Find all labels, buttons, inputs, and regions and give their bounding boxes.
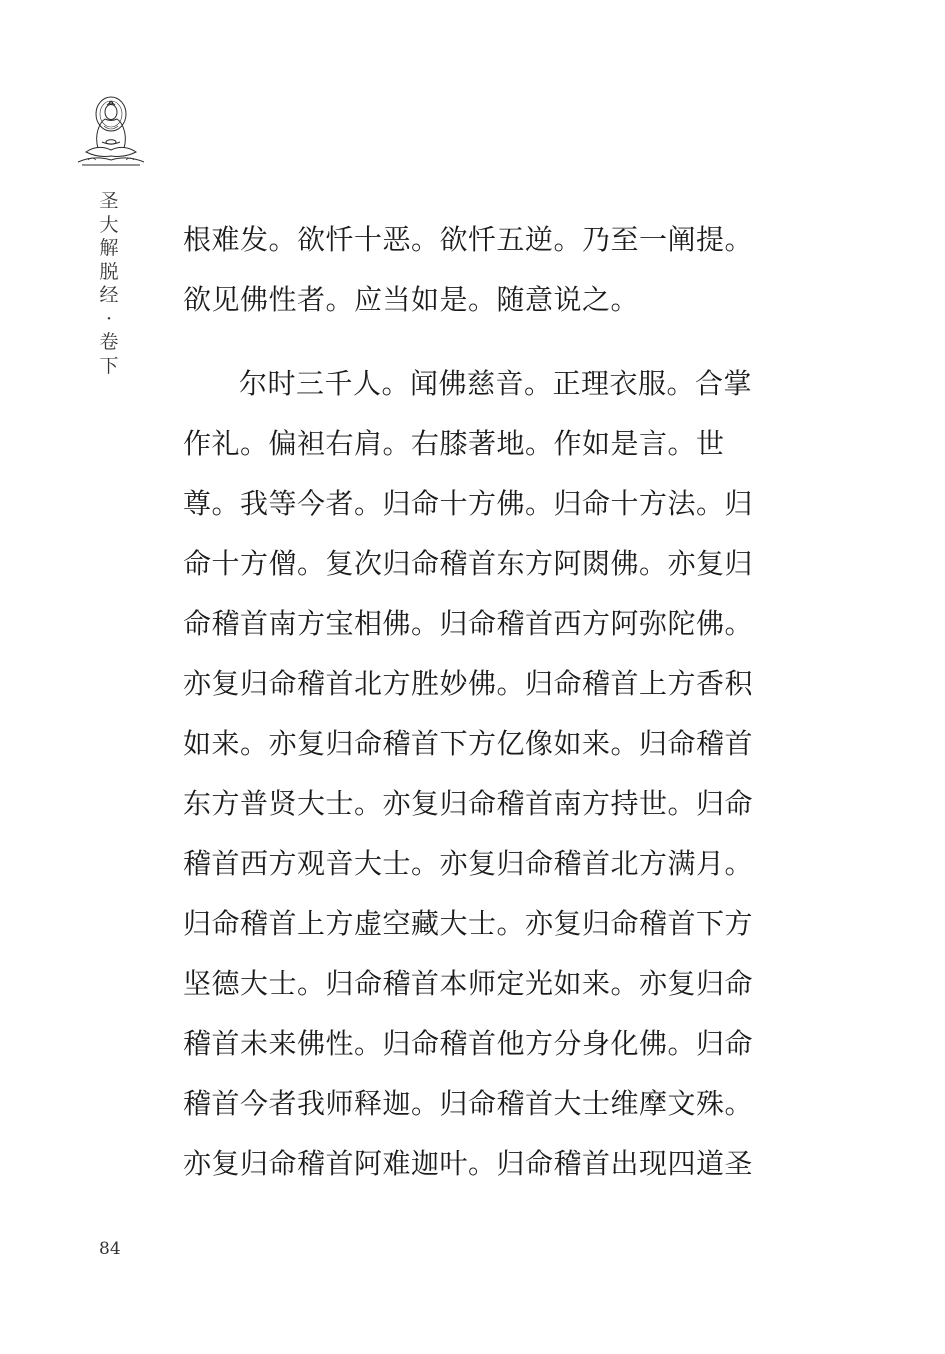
running-title-char: 圣 [99,190,119,212]
paragraph-2 [183,354,783,1194]
text-line: 尔时三千人。闻佛慈音。正理衣服。合掌 [239,367,753,400]
paragraph-1 [183,210,783,330]
running-title [97,190,121,378]
text-line: 命稽首南方宝相佛。归命稽首西方阿弥陀佛。 [183,607,754,640]
body-text [183,210,783,1194]
text-line: 归命稽首上方虚空藏大士。亦复归命稽首下方 [183,907,754,940]
text-line: 亦复归命稽首阿难迦叶。归命稽首出现四道圣 [183,1147,754,1180]
running-title-char: 下 [99,354,119,377]
seated-buddha-icon [74,90,148,168]
text-line: 亦复归命稽首北方胜妙佛。归命稽首上方香积 [183,667,754,700]
text-line: 稽首未来佛性。归命稽首他方分身化佛。归命 [183,1027,754,1060]
running-title-char: 解 [99,237,119,259]
running-title-char: 卷 [99,331,119,353]
text-line: 命十方僧。复次归命稽首东方阿閦佛。亦复归 [183,547,754,580]
text-line: 根难发。欲忏十恶。欲忏五逆。乃至一阐提。 [183,223,754,256]
running-title-char: 经 [99,284,119,306]
text-line: 稽首今者我师释迦。归命稽首大士维摩文殊。 [183,1087,754,1120]
text-line: 东方普贤大士。亦复归命稽首南方持世。归命 [183,787,754,820]
text-line: 欲见佛性者。应当如是。随意说之。 [183,283,640,316]
page-number: 84 [99,1239,121,1259]
text-line: 坚德大士。归命稽首本师定光如来。亦复归命 [183,967,754,1000]
running-title-char: 大 [99,213,119,236]
running-title-char: · [105,307,113,330]
paragraph-gap [183,330,783,354]
text-line: 稽首西方观音大士。亦复归命稽首北方满月。 [183,847,754,880]
text-line: 尊。我等今者。归命十方佛。归命十方法。归 [183,487,754,520]
running-title-char: 脱 [99,260,119,283]
text-line: 如来。亦复归命稽首下方亿像如来。归命稽首 [183,727,754,760]
text-line: 作礼。偏袒右肩。右膝著地。作如是言。世 [183,427,725,460]
